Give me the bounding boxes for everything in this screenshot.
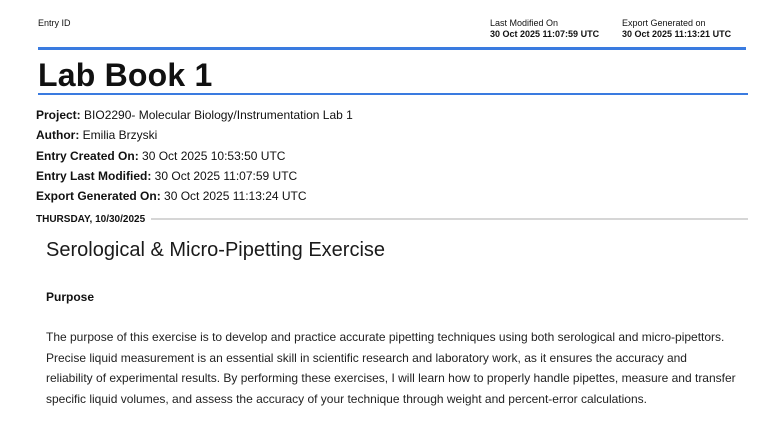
last-modified-label: Last Modified On: [490, 18, 559, 28]
purpose-heading: Purpose: [46, 290, 95, 304]
export-generated-value: 30 Oct 2025 11:13:21 UTC: [622, 29, 732, 39]
export-label: Export Generated On:: [36, 189, 161, 204]
header-divider: [38, 47, 746, 50]
page-title: Lab Book 1: [38, 57, 213, 93]
created-row: [36, 146, 353, 166]
author-row: [36, 125, 353, 145]
section-title: Serological & Micro-Pipetting Exercise: [46, 239, 386, 261]
modified-value: 30 Oct 2025 11:07:59 UTC: [151, 168, 298, 183]
date-divider: [151, 218, 748, 220]
author-value: Emilia Brzyski: [79, 128, 158, 143]
project-row: [36, 105, 353, 125]
project-value: BIO2290- Molecular Biology/Instrumentation Lab 1: [80, 108, 353, 122]
date-heading: [36, 212, 748, 226]
document-header: [38, 18, 746, 48]
export-value: 30 Oct 2025 11:13:24 UTC: [160, 189, 307, 204]
title-divider: [38, 93, 748, 95]
export-generated-label: Export Generated on: [622, 18, 706, 28]
modified-label: Entry Last Modified:: [36, 168, 152, 183]
date-heading-label: THURSDAY, 10/30/2025: [36, 213, 146, 225]
created-label: Entry Created On:: [36, 148, 139, 163]
export-row: [36, 186, 353, 206]
created-value: 30 Oct 2025 10:53:50 UTC: [138, 148, 286, 163]
modified-row: [36, 166, 353, 186]
last-modified-value: 30 Oct 2025 11:07:59 UTC: [490, 29, 600, 39]
purpose-paragraph: The purpose of this exercise is to develop and practice accurate pipetting techniques using both serological and micro-pipettors. Precise liquid measurement is an essential skill in scientific research and laboratory work, as it ensures the accuracy and reliability of experimental results. By performing these exercises, I will learn how to properly handle pipettes, measure and transfer specific liquid volumes, and assess the accuracy of your technique through weight and percent-error calculations.: [46, 330, 736, 406]
export-generated-block: [622, 18, 731, 40]
entry-id-label: Entry ID: [38, 18, 71, 28]
author-label: Author:: [36, 128, 80, 143]
project-label: Project:: [36, 108, 81, 122]
last-modified-block: [490, 18, 599, 40]
entry-info: [36, 105, 353, 206]
